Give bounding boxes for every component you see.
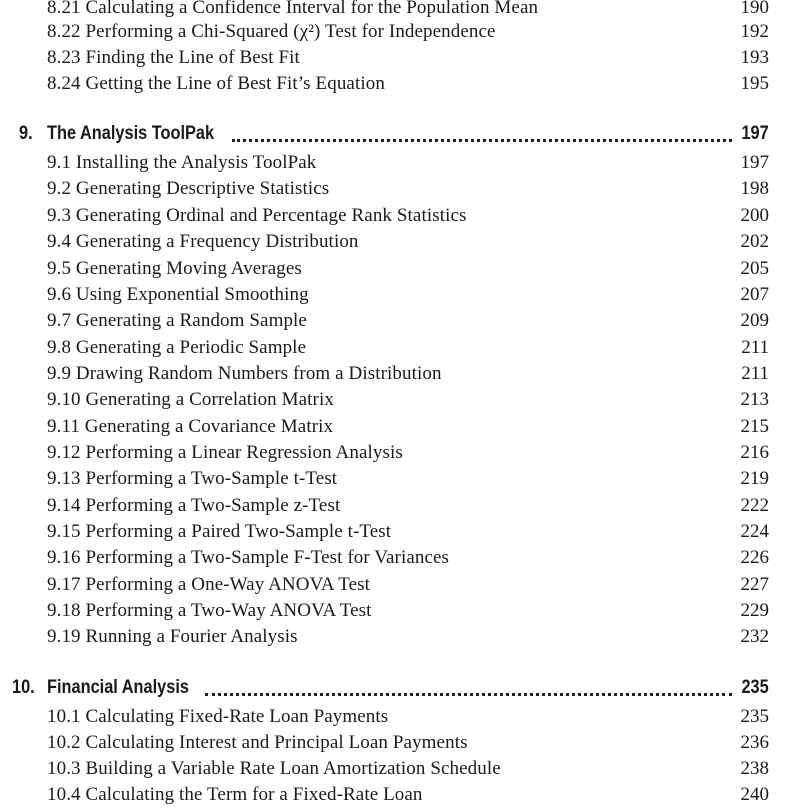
- toc-entry-page: 205: [740, 258, 769, 279]
- toc-entry-page: 192: [740, 21, 769, 42]
- toc-entry-page: 232: [740, 626, 769, 647]
- toc-entry-page: 240: [740, 784, 769, 805]
- toc-entry: [0, 176, 800, 202]
- toc-entry: [0, 598, 800, 624]
- toc-entry-title: 8.22 Performing a Chi-Squared (χ²) Test for Independence: [47, 21, 496, 42]
- toc-entry-title: 9.13 Performing a Two-Sample t-Test: [47, 468, 338, 489]
- chapter-heading: [0, 674, 800, 702]
- toc-entry: [0, 282, 800, 308]
- toc-entry-page: 207: [740, 284, 769, 305]
- toc-entry-page: 209: [740, 310, 769, 331]
- toc-entry: [0, 45, 800, 71]
- toc-entry-title: 8.21 Calculating a Confidence Interval for the Population Mean: [47, 0, 539, 18]
- toc-entry-page: 211: [741, 363, 769, 384]
- toc-entry: [0, 150, 800, 176]
- toc-entry-title: 9.19 Running a Fourier Analysis: [47, 626, 298, 647]
- toc-entry-title: 8.23 Finding the Line of Best Fit: [47, 47, 300, 68]
- toc-entry-title: 9.9 Drawing Random Numbers from a Distribution: [47, 363, 442, 384]
- chapter-page: 235: [741, 677, 769, 698]
- toc-entry: [0, 0, 800, 21]
- toc-entry: [0, 308, 800, 334]
- toc-entry-page: 198: [740, 178, 769, 199]
- dot-leader: [205, 693, 732, 696]
- chapter-title: Financial Analysis: [47, 677, 189, 698]
- toc-entry-title: 9.12 Performing a Linear Regression Analysis: [47, 442, 403, 463]
- toc-entry: [0, 756, 800, 782]
- toc-entry-page: 215: [740, 416, 769, 437]
- toc-entry-page: 222: [740, 495, 769, 516]
- toc-entry-title: 9.16 Performing a Two-Sample F-Test for Variances: [47, 547, 450, 568]
- toc-entry: [0, 387, 800, 413]
- toc-entry-title: 9.17 Performing a One-Way ANOVA Test: [47, 574, 371, 595]
- toc-entry-title: 9.6 Using Exponential Smoothing: [47, 284, 309, 305]
- chapter-number: 9.: [19, 123, 33, 144]
- toc-entry-page: 219: [740, 468, 769, 489]
- toc-entry-title: 9.11 Generating a Covariance Matrix: [47, 416, 334, 437]
- toc-entry-title: 9.10 Generating a Correlation Matrix: [47, 389, 334, 410]
- dot-leader: [232, 139, 732, 142]
- toc-entry-title: 9.2 Generating Descriptive Statistics: [47, 178, 330, 199]
- toc-entry-title: 9.3 Generating Ordinal and Percentage Rank Statistics: [47, 205, 467, 226]
- toc-entry: [0, 519, 800, 545]
- toc-entry: [0, 229, 800, 255]
- toc-entry-title: 10.1 Calculating Fixed-Rate Loan Payments: [47, 706, 389, 727]
- toc-entry-page: 216: [740, 442, 769, 463]
- toc-entry: [0, 414, 800, 440]
- toc-entry: [0, 624, 800, 650]
- toc-entry: [0, 440, 800, 466]
- toc-entry-title: 10.3 Building a Variable Rate Loan Amortization Schedule: [47, 758, 501, 779]
- chapter-title: The Analysis ToolPak: [47, 123, 215, 144]
- toc-entry-title: 8.24 Getting the Line of Best Fit’s Equation: [47, 73, 385, 94]
- toc-entry: [0, 466, 800, 492]
- toc-entry: [0, 335, 800, 361]
- toc-entry: [0, 704, 800, 730]
- toc-entry: [0, 493, 800, 519]
- toc-entry-title: 9.4 Generating a Frequency Distribution: [47, 231, 359, 252]
- toc-entry-page: 193: [740, 47, 769, 68]
- toc-entry-page: 211: [741, 337, 769, 358]
- chapter-heading: [0, 120, 800, 148]
- toc-entry: [0, 256, 800, 282]
- toc-entry: [0, 203, 800, 229]
- chapter-number: 10.: [12, 677, 35, 698]
- toc-entry: [0, 782, 800, 808]
- toc-entry-title: 9.15 Performing a Paired Two-Sample t-Test: [47, 521, 392, 542]
- chapter-page: 197: [741, 123, 769, 144]
- toc-entry-page: 195: [740, 73, 769, 94]
- toc-entry-page: 200: [740, 205, 769, 226]
- toc-entry-title: 9.8 Generating a Periodic Sample: [47, 337, 307, 358]
- toc-entry: [0, 572, 800, 598]
- toc-entry-page: 224: [740, 521, 769, 542]
- toc-entry: [0, 19, 800, 45]
- toc-entry: [0, 361, 800, 387]
- toc-entry: [0, 730, 800, 756]
- toc-entry-title: 9.18 Performing a Two-Way ANOVA Test: [47, 600, 372, 621]
- toc-entry-page: 190: [740, 0, 769, 18]
- toc-entry: [0, 545, 800, 571]
- toc-entry-page: 238: [740, 758, 769, 779]
- toc-entry-title: 9.14 Performing a Two-Sample z-Test: [47, 495, 341, 516]
- toc-entry-title: 9.5 Generating Moving Averages: [47, 258, 302, 279]
- toc-entry-title: 9.1 Installing the Analysis ToolPak: [47, 152, 317, 173]
- toc-entry-page: 236: [740, 732, 769, 753]
- toc-entry-page: 235: [740, 706, 769, 727]
- toc-entry-page: 202: [740, 231, 769, 252]
- toc-entry-page: 197: [740, 152, 769, 173]
- toc-entry: [0, 71, 800, 97]
- toc-entry-title: 10.4 Calculating the Term for a Fixed-Rate Loan: [47, 784, 423, 805]
- toc-entry-page: 229: [740, 600, 769, 621]
- toc-entry-title: 9.7 Generating a Random Sample: [47, 310, 307, 331]
- toc-entry-page: 227: [740, 574, 769, 595]
- toc-entry-page: 213: [740, 389, 769, 410]
- toc-entry-title: 10.2 Calculating Interest and Principal Loan Payments: [47, 732, 468, 753]
- toc-entry-page: 226: [740, 547, 769, 568]
